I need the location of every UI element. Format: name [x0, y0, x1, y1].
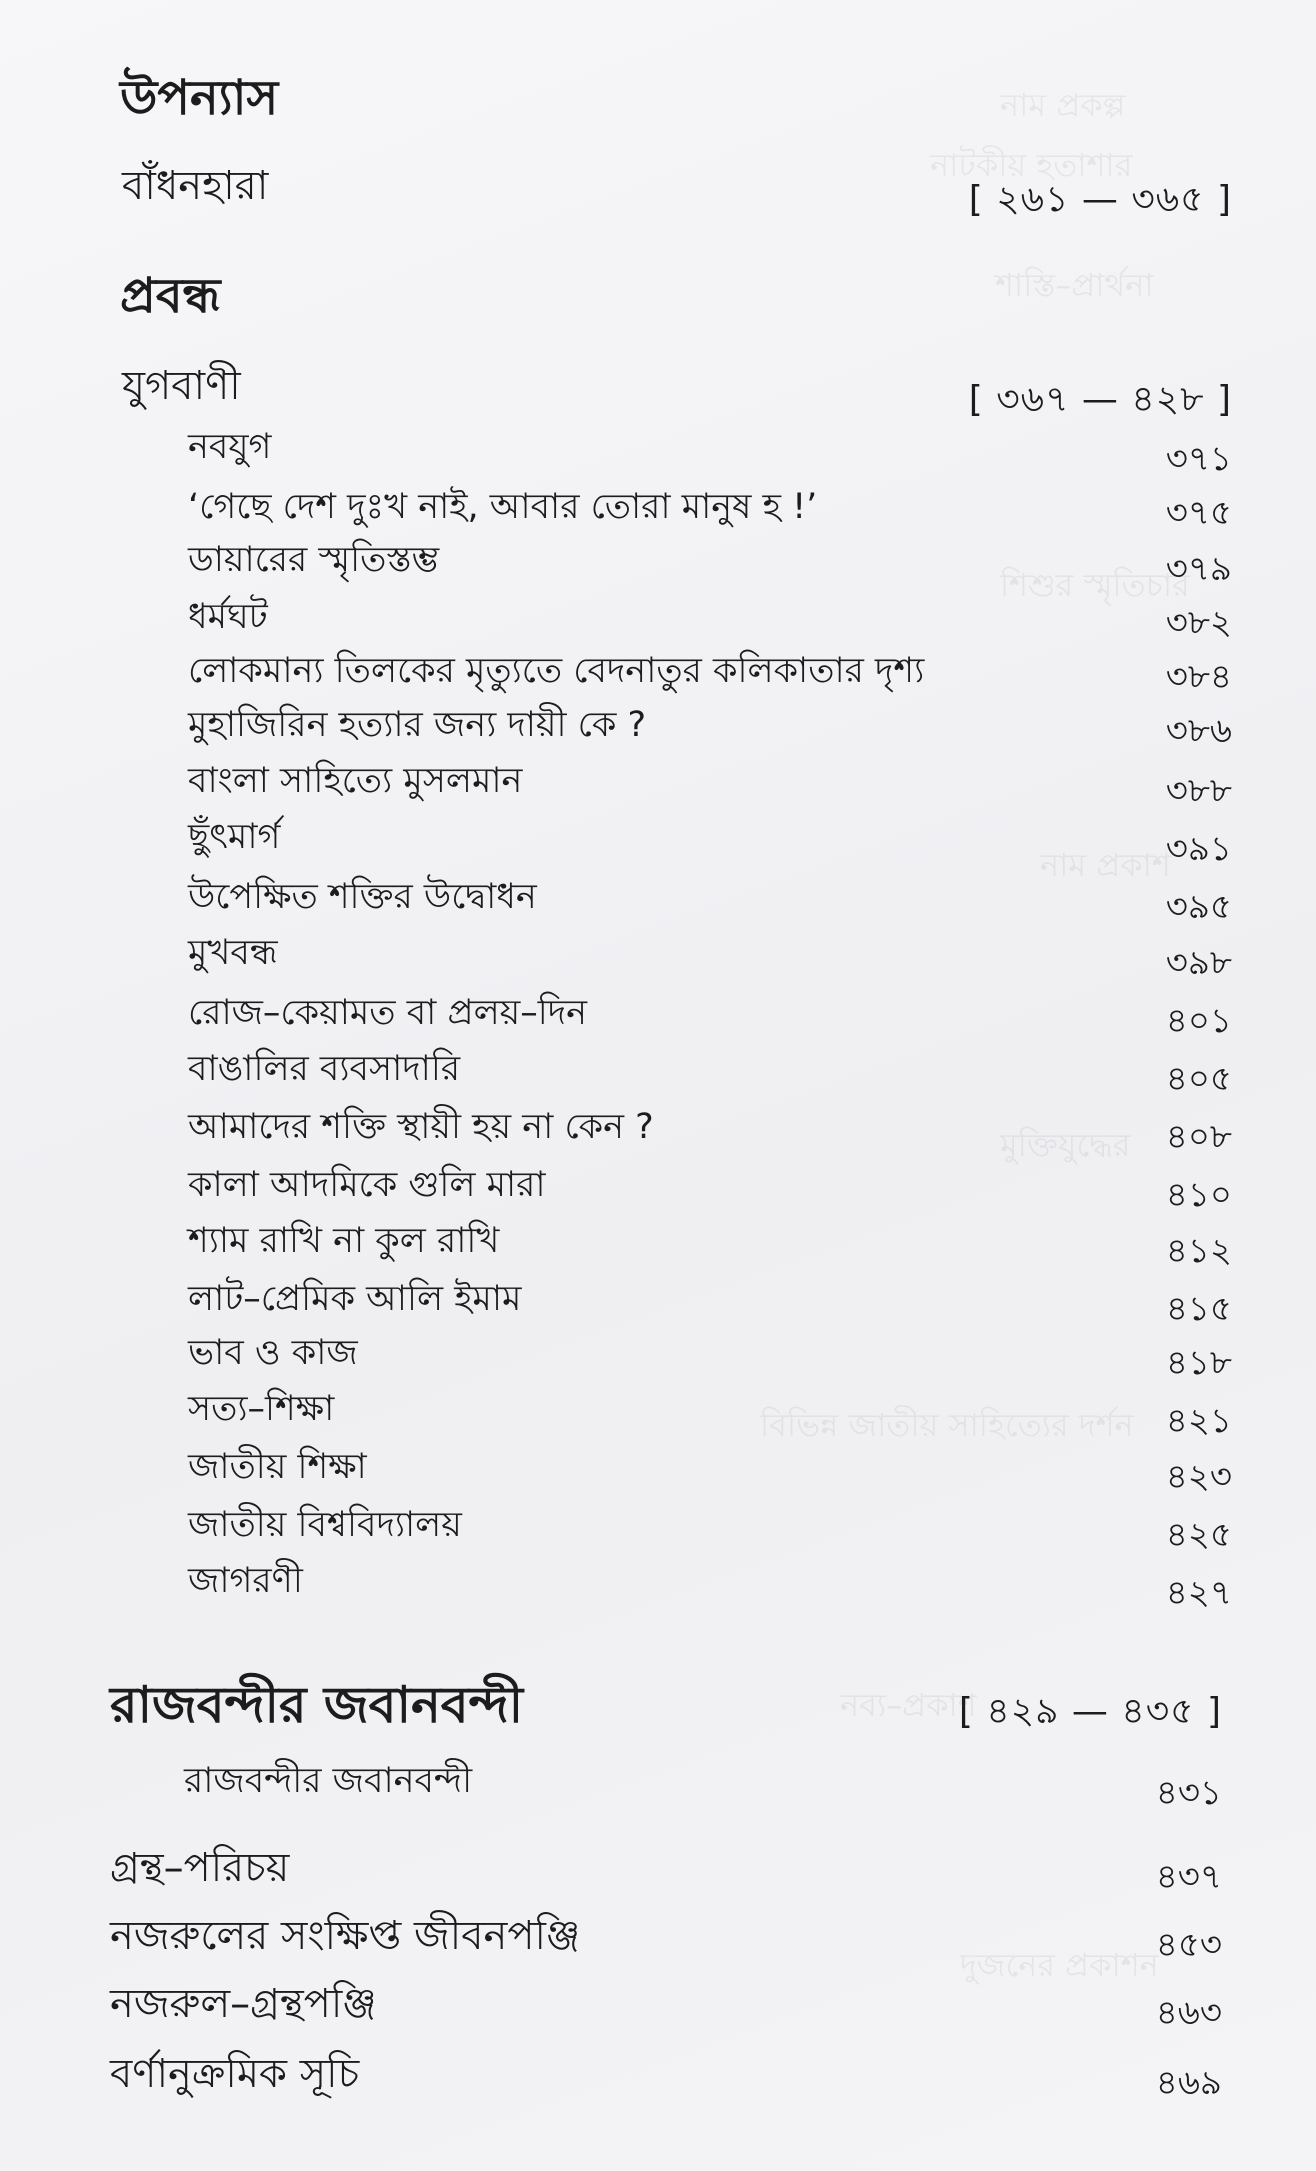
- work-range-badhonhara: [ ২৬১ — ৩৬৫ ]: [968, 179, 1232, 220]
- toc-entry-title: নবযুগ: [188, 427, 272, 467]
- toc-entry-title: সত্য–শিক্ষা: [188, 1389, 335, 1429]
- back-matter-page: ৪৬৩: [1155, 1993, 1222, 2033]
- toc-entry-page: ৩৯১: [1165, 829, 1232, 869]
- toc-entry-title: কালা আদমিকে গুলি মারা: [188, 1165, 546, 1205]
- toc-entry-page: ৪২১: [1165, 1401, 1232, 1441]
- toc-entry-page: ৩৭৯: [1165, 549, 1232, 589]
- toc-entry-title: জাতীয় বিশ্ববিদ্যালয়: [188, 1505, 462, 1545]
- toc-entry-page: ৪১২: [1165, 1231, 1232, 1271]
- toc-entry-title: রাজবন্দীর জবানবন্দী: [184, 1761, 473, 1801]
- back-matter-title: বর্ণানুক্রমিক সূচি: [110, 2051, 360, 2097]
- back-matter-page: ৪৩৭: [1155, 1857, 1222, 1897]
- toc-entry-page: ৪০১: [1165, 1001, 1232, 1041]
- toc-entry-page: ৪২৫: [1165, 1515, 1232, 1555]
- toc-entry-page: ৪১৫: [1165, 1289, 1232, 1329]
- toc-entry-page: ৩৭৫: [1165, 493, 1232, 533]
- toc-entry-page: ৩৯৫: [1165, 887, 1232, 927]
- back-matter-title: গ্রন্থ–পরিচয়: [110, 1845, 290, 1891]
- toc-entry-title: ‘গেছে দেশ দুঃখ নাই, আবার তোরা মানুষ হ !’: [188, 487, 818, 527]
- toc-entry-page: ৪০৮: [1165, 1117, 1232, 1157]
- section-heading-rajbandi: রাজবন্দীর জবানবন্দী: [110, 1676, 524, 1734]
- toc-entry-page: ৪১০: [1165, 1175, 1232, 1215]
- back-matter-page: ৪৬৯: [1155, 2063, 1222, 2103]
- toc-entry-title: মুহাজিরিন হত্যার জন্য দায়ী কে ?: [188, 705, 647, 745]
- toc-entry-page: ৪৩১: [1155, 1773, 1222, 1813]
- toc-entry-title: আমাদের শক্তি স্থায়ী হয় না কেন ?: [188, 1107, 654, 1147]
- toc-entry-title: ধর্মঘট: [188, 597, 268, 637]
- toc-entry-page: ৩৮২: [1165, 603, 1232, 643]
- toc-entry-page: ৪২৩: [1165, 1457, 1232, 1497]
- toc-entry-title: লোকমান্য তিলকের মৃত্যুতে বেদনাতুর কলিকাতার দৃশ্য: [188, 651, 925, 691]
- toc-entry-title: উপেক্ষিত শক্তির উদ্বোধন: [188, 877, 537, 917]
- section-heading-novel: উপন্যাস: [120, 70, 279, 126]
- toc-entry-page: ৩৮৬: [1165, 711, 1232, 751]
- toc-entry-title: রোজ–কেয়ামত বা প্রলয়–দিন: [188, 993, 588, 1033]
- toc-entry-page: ৩৭১: [1165, 439, 1232, 479]
- toc-entry-title: ছুঁৎমার্গ: [188, 817, 281, 857]
- work-title-jugbani: যুগবাণী: [122, 363, 241, 409]
- work-title-badhonhara: বাঁধনহারা: [122, 163, 269, 209]
- toc-entry-page: ৩৯৮: [1165, 943, 1232, 983]
- toc-entry-title: জাগরণী: [188, 1561, 303, 1601]
- toc-entry-title: ভাব ও কাজ: [188, 1333, 358, 1373]
- toc-entry-page: ৩৮৮: [1165, 771, 1232, 811]
- back-matter-title: নজরুল–গ্রন্থপঞ্জি: [110, 1981, 377, 2027]
- work-range-jugbani: [ ৩৬৭ — ৪২৮ ]: [968, 379, 1232, 420]
- section-heading-essay: প্রবন্ধ: [120, 268, 221, 324]
- toc-entry-title: শ্যাম রাখি না কুল রাখি: [188, 1221, 500, 1261]
- toc-entry-page: ৪০৫: [1165, 1059, 1232, 1099]
- back-matter-title: নজরুলের সংক্ষিপ্ত জীবনপঞ্জি: [110, 1913, 581, 1959]
- toc-entry-title: জাতীয় শিক্ষা: [188, 1447, 367, 1487]
- toc-entry-title: বাঙালির ব্যবসাদারি: [188, 1049, 461, 1089]
- section-range-rajbandi: [ ৪২৯ — ৪৩৫ ]: [958, 1691, 1222, 1732]
- back-matter-page: ৪৫৩: [1155, 1925, 1222, 1965]
- toc-entry-title: মুখবন্ধ: [188, 933, 278, 973]
- toc-entry-title: লাট–প্রেমিক আলি ইমাম: [188, 1279, 522, 1319]
- toc-entry-title: ডায়ারের স্মৃতিস্তম্ভ: [188, 540, 440, 580]
- toc-page: নাম প্রকল্প নাটকীয় হতাশার শাস্তি–প্রার্থনা শিশুর স্মৃতিচার নাম প্রকাশ মুক্তিযুদ্ধের বিভিন্ন জাতীয় সাহিত্যের দর্শন নব্য–প্রকাশ দুজনের প্রকাশন উপন্যাস বাঁধনহারা [ ২৬১ — ৩৬৫ ] প্রবন্ধ যুগবাণী [ ৩৬৭ — ৪২৮ ] নবযুগ ৩৭১ ‘গেছে দেশ দুঃখ নাই, আবার তোরা মানুষ হ !’ ৩৭৫ ডায়ারের স্মৃতিস্তম্ভ ৩৭৯ ধর্মঘট ৩৮২ লোকমান্য তিলকের মৃত্যুতে বেদনাতুর কলিকাতার দৃশ্য ৩৮৪ মুহাজিরিন হত্যার জন্য দায়ী কে ? ৩৮৬ বাংলা সাহিত্যে মুসলমান ৩৮৮ ছুঁৎমার্গ ৩৯১ উপেক্ষিত শক্তির উদ্বোধন ৩৯৫ মুখবন্ধ ৩৯৮ রোজ–কেয়ামত বা প্রলয়–দিন ৪০১ বাঙালির ব্যবসাদারি ৪০৫ আমাদের শক্তি স্থায়ী হয় না কেন ? ৪০৮ কালা আদমিকে গুলি মারা ৪১০ শ্যাম রাখি না কুল রাখি ৪১২ লাট–প্রেমিক আলি ইমাম ৪১৫ ভাব ও কাজ ৪১৮ সত্য–শিক্ষা ৪২১ জাতীয় শিক্ষা ৪২৩ জাতীয় বিশ্ববিদ্যালয় ৪২৫ জাগরণী ৪২৭ রাজবন্দীর জবানবন্দী [ ৪২৯ — ৪৩৫ ] রাজবন্দীর জবানবন্দী ৪৩১ গ্রন্থ–পরিচয় ৪৩৭ নজরুলের সংক্ষিপ্ত জীবনপঞ্জি ৪৫৩ নজরুল–গ্রন্থপঞ্জি ৪৬৩ বর্ণানুক্রমিক সূচি ৪৬৯: [0, 0, 1316, 2171]
- toc-entry-page: ৪১৮: [1165, 1343, 1232, 1383]
- toc-entry-title: বাংলা সাহিত্যে মুসলমান: [188, 761, 523, 801]
- toc-entry-page: ৪২৭: [1165, 1573, 1232, 1613]
- toc-entry-page: ৩৮৪: [1165, 657, 1232, 697]
